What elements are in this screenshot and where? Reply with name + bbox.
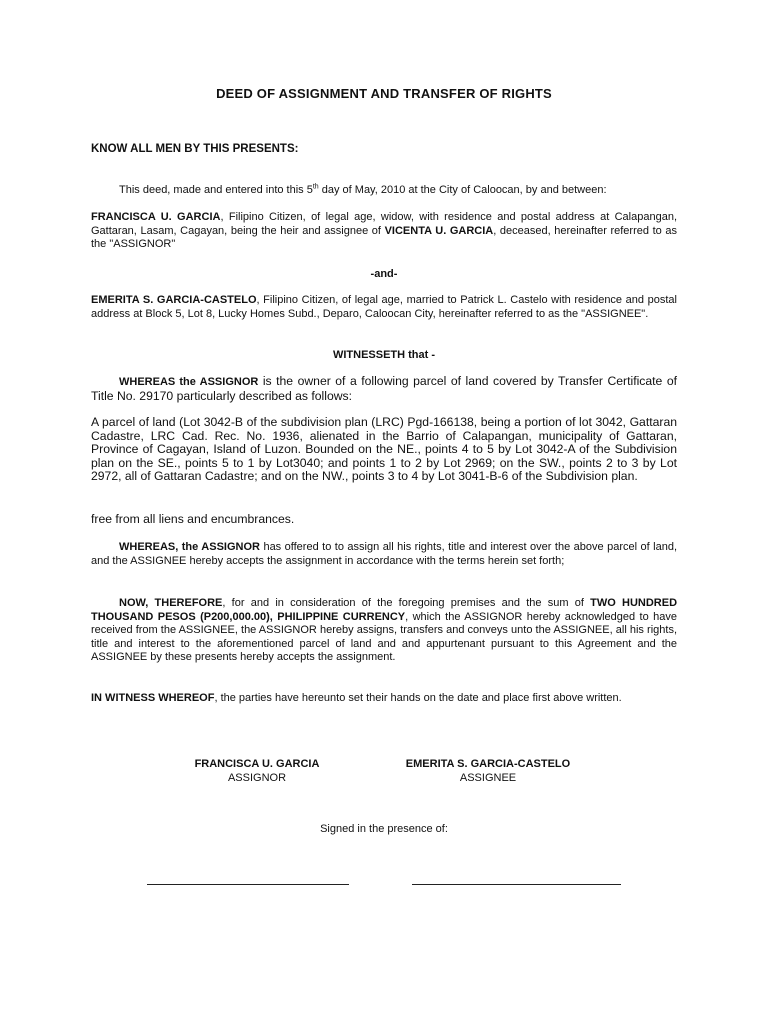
whereas-owner-bold: WHEREAS the ASSIGNOR [119, 376, 259, 388]
witness-signature-line-left [147, 884, 349, 885]
parcel-description: A parcel of land (Lot 3042-B of the subdivision plan (LRC) Pgd-166138, being a portion of lot 3042, Gattaran Cadastre, LRC Cad. Rec. No. 1936, alienated in the Barrio of Calapangan, municipality of Gattaran, Province of Cagayan, Island of Luzon. Bounded on the NE., points 4 to 5 by Lot 3042-A of the Subdivision plan on the SE., points 5 to 1 by Lot3040; and points 1 to 2 by Lot 2969; on the SW., points 2 to 3 by Lot 2972, all of Gattaran Cadastre; and on the NW., points 3 to 4 by Lot 3041-B-6 of the Subdivision plan. [91, 415, 677, 484]
witnesseth-heading: WITNESSETH that - [332, 349, 436, 361]
witness-signature-line-right [412, 884, 621, 885]
intro-superscript: th [312, 183, 319, 191]
in-witness-paragraph [91, 692, 677, 706]
presence-caption: Signed in the presence of: [320, 823, 448, 835]
assignee-paragraph [91, 294, 677, 321]
assignee-signatory-role: ASSIGNEE [459, 771, 517, 784]
now-therefore-paragraph [91, 597, 677, 665]
whereas-offer-paragraph [91, 541, 677, 568]
assignor-signatory-role: ASSIGNOR [227, 771, 287, 784]
whereas-owner-paragraph [91, 375, 677, 403]
assignee-signature-block [373, 758, 603, 785]
whereas-owner-text: is the owner of a following parcel of land covered by Transfer Certificate of Title No. 29170 particularly described as follows: [91, 374, 677, 403]
in-witness-bold: IN WITNESS WHEREOF [91, 692, 215, 704]
intro-after: day of May, 2010 at the City of Caloocan, by and between: [318, 184, 607, 196]
now-therefore-bold: NOW, THEREFORE [119, 597, 223, 609]
document-title: DEED OF ASSIGNMENT AND TRANSFER OF RIGHTS [216, 86, 552, 101]
now-therefore-text-1: , for and in consideration of the foregoing premises and the sum of [222, 597, 591, 609]
intro-paragraph [91, 184, 677, 198]
whereas-offer-bold: WHEREAS, the ASSIGNOR [119, 541, 260, 553]
now-therefore-text-2: , which the ASSIGNOR hereby acknowledged to have received from the ASSIGNEE, the ASSIGNOR hereby assigns, transfers and conveys unto the ASSIGNEE, all his rights, title and interest to the aforementioned parcel of land and and appurtenant pursuant to this Agreement and the ASSIGNEE by these presents hereby accepts the assignment. [91, 610, 677, 664]
assignor-paragraph [91, 211, 677, 252]
assignor-name: FRANCISCA U. GARCIA [91, 211, 221, 223]
assignee-text: , Filipino Citizen, of legal age, married to Patrick L. Castelo with residence and postal address at Block 5, Lot 8, Lucky Homes Subd., Deparo, Caloocan City, hereinafter referred to as the "ASSIGNEE". [91, 294, 677, 320]
whereas-offer-text: has offered to to assign all his rights, title and interest over the above parcel of land, and the ASSIGNEE hereby accepts the assignment in accordance with the terms herein set forth; [91, 541, 677, 567]
liens-statement: free from all liens and encumbrances. [91, 512, 295, 526]
assignee-signatory-name: EMERITA S. GARCIA-CASTELO [405, 758, 571, 770]
heir-name: VICENTA U. GARCIA [384, 224, 494, 237]
consideration-amount: TWO HUNDRED THOUSAND PESOS (P200,000.00), PHILIPPINE CURRENCY [91, 597, 678, 623]
in-witness-text: , the parties have hereunto set their hands on the date and place first above written. [214, 692, 622, 704]
intro-before: This deed, made and entered into this 5 [119, 184, 313, 196]
assignor-text-1: , Filipino Citizen, of legal age, widow, with residence and postal address at Calapangan, Gattaran, Lasam, Cagayan, being the heir and assignee of [91, 211, 677, 237]
assignor-signature-block [157, 758, 357, 785]
and-separator: -and- [370, 268, 398, 280]
assignor-signatory-name: FRANCISCA U. GARCIA [194, 758, 320, 770]
assignor-text-2: , deceased, hereinafter referred to as the "ASSIGNOR" [91, 224, 677, 251]
know-all-heading: KNOW ALL MEN BY THIS PRESENTS: [91, 143, 299, 155]
assignee-name: EMERITA S. GARCIA-CASTELO [91, 294, 257, 306]
